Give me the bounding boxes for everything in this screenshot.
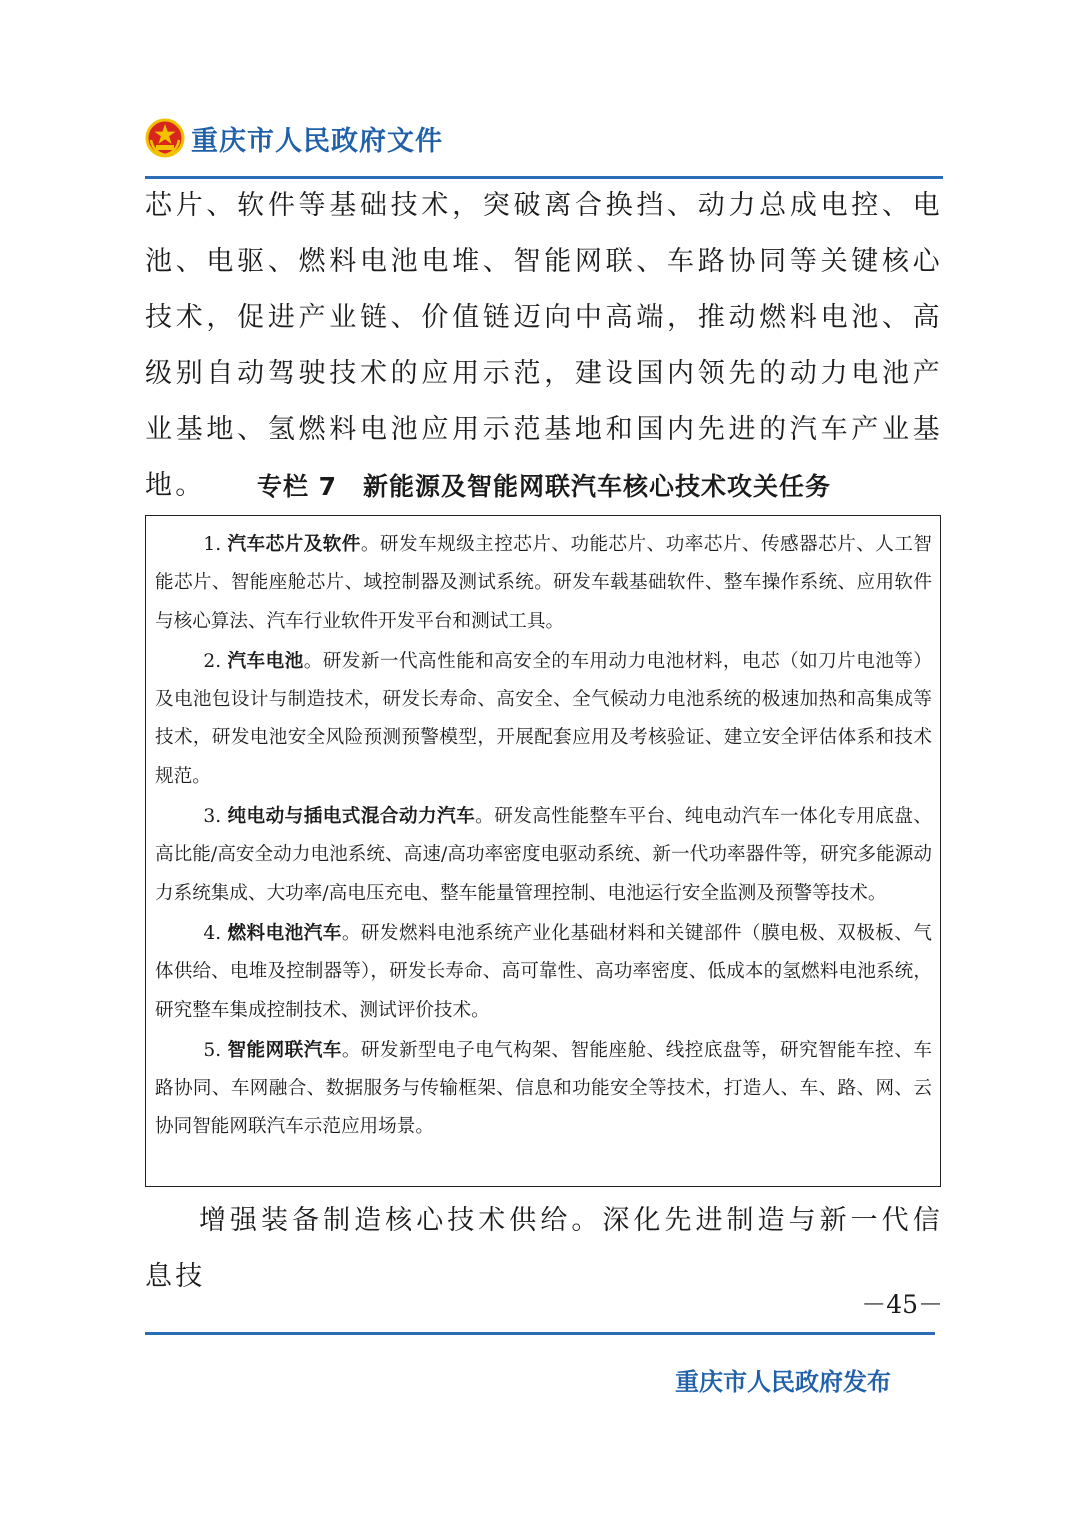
box-item xyxy=(155,798,932,913)
national-emblem-icon xyxy=(145,118,185,158)
footer-divider xyxy=(145,1332,935,1335)
item-title: 汽车芯片及软件 xyxy=(227,534,361,555)
body-paragraph: 芯片、软件等基础技术，突破离合换挡、动力总成电控、电池、电驱、燃料电池电堆、智能网联、车路协同等关键核心技术，促进产业链、价值链迈向中高端，推动燃料电池、高级别自动驾驶技术的应用示范，建设国内领先的动力电池产业基地、氢燃料电池应用示范基地和国内先进的汽车产业基地。 xyxy=(145,190,943,501)
item-text: 。研发新型电子电气构架、智能座舱、线控底盘等，研究智能车控、车路协同、车网融合、数据服务与传输框架、信息和功能安全等技术，打造人、车、路、网、云协同智能网联汽车示范应用场景。 xyxy=(155,1039,932,1138)
item-number: 5. xyxy=(203,1039,228,1061)
box-item xyxy=(155,1032,932,1147)
item-title: 智能网联汽车 xyxy=(227,1039,342,1061)
item-title: 汽车电池 xyxy=(227,650,304,672)
item-text: 。研发高性能整车平台、纯电动汽车一体化专用底盘、高比能/高安全动力电池系统、高速/高功率密度电驱动系统、新一代功率器件等，研究多能源动力系统集成、大功率/高电压充电、整车能量管理控制、电池运行安全监测及预警等技术。 xyxy=(155,806,932,904)
item-text: 。研发燃料电池系统产业化基础材料和关键部件（膜电极、双极板、气体供给、电堆及控制器等），研发长寿命、高可靠性、高功率密度、低成本的氢燃料电池系统，研究整车集成控制技术、测试评价技术。 xyxy=(155,922,932,1021)
box-item xyxy=(155,526,932,641)
item-text: 。研发新一代高性能和高安全的车用动力电池材料，电芯（如刀片电池等）及电池包设计与制造技术，研发长寿命、高安全、全气候动力电池系统的极速加热和高集成等技术，研发电池安全风险预测预警模型，开展配套应用及考核验证、建立安全评估体系和技术规范。 xyxy=(155,650,932,787)
footer-publisher: 重庆市人民政府发布 xyxy=(675,1368,891,1396)
box-item xyxy=(155,915,932,1030)
box-item xyxy=(155,643,932,796)
box-title: 专栏 7 新能源及智能网联汽车核心技术攻关任务 xyxy=(256,472,832,501)
header-title: 重庆市人民政府文件 xyxy=(191,125,443,157)
feature-box xyxy=(145,515,941,1187)
item-title: 纯电动与插电式混合动力汽车 xyxy=(227,806,476,828)
page-number: －45－ xyxy=(861,1290,943,1319)
body-paragraph: 增强装备制造核心技术供给。深化先进制造与新一代信息技 xyxy=(145,1205,943,1292)
item-number: 3. xyxy=(203,806,228,828)
item-number: 2. xyxy=(203,650,228,672)
item-text: 。研发车规级主控芯片、功能芯片、功率芯片、传感器芯片、人工智能芯片、智能座舱芯片、域控制器及测试系统。研发车载基础软件、整车操作系统、应用软件与核心算法、汽车行业软件开发平台和测试工具。 xyxy=(155,534,932,632)
document-header xyxy=(145,118,443,158)
item-number: 4. xyxy=(203,922,228,944)
item-number: 1. xyxy=(203,534,228,555)
item-title: 燃料电池汽车 xyxy=(227,922,342,944)
